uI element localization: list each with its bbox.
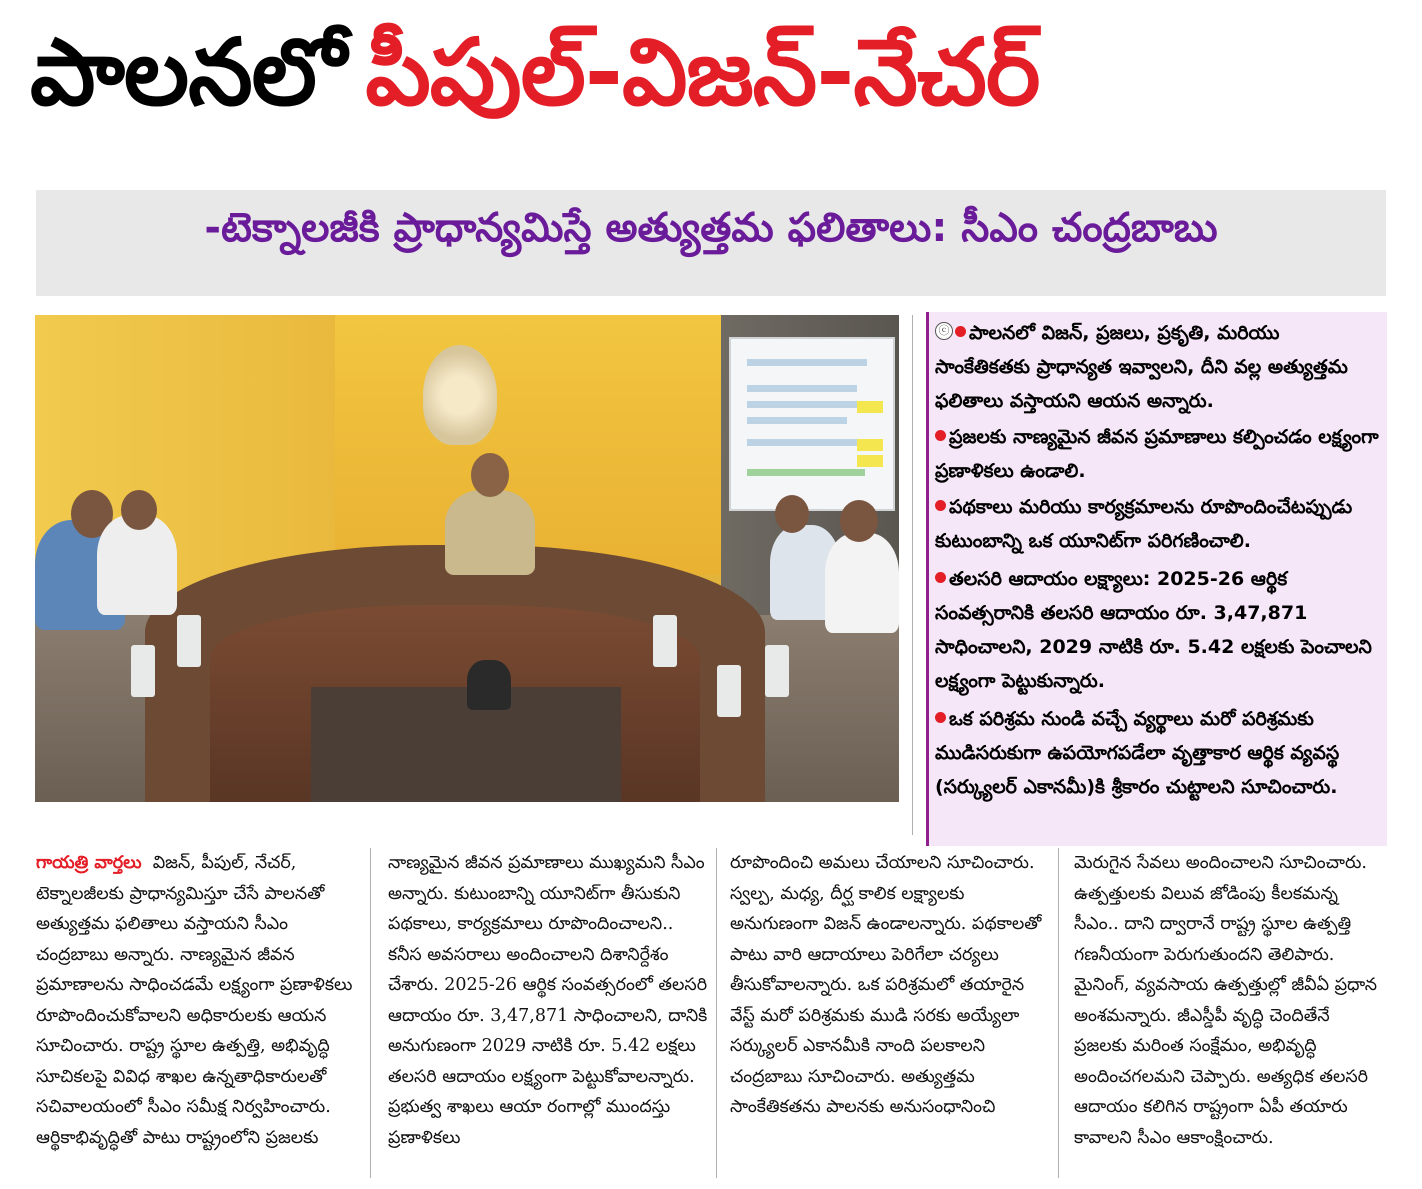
- column-divider: [370, 848, 371, 1178]
- key-point: పాలనలో విజన్, ప్రజలు, ప్రకృతి, మరియు సాంకేతికతకు ప్రాధాన్యత ఇవ్వాలని, దీని వల్ల అత్యుత్తమ ఫలితాలు వస్తాయని ఆయన అన్నారు.: [935, 322, 1348, 412]
- article-column-1: [36, 848, 356, 1178]
- person-right-2-head: [840, 500, 878, 542]
- person-left-2-head: [121, 490, 157, 530]
- person-right-2: [825, 533, 899, 633]
- key-points-box: [926, 312, 1387, 846]
- subheadline: -టెక్నాలజీకి ప్రాధాన్యమిస్తే అత్యుత్తమ ఫలితాలు: సీఎం చంద్రబాబు: [36, 190, 1386, 296]
- copyright-badge-icon: ⓒ: [935, 322, 953, 340]
- article-column-3: [730, 848, 1050, 1178]
- camera-icon: [467, 660, 511, 710]
- article-text: విజన్, పీపుల్, నేచర్, టెక్నాలజీలకు ప్రాధాన్యమిస్తూ చేసే పాలనతో అత్యుత్తమ ఫలితాలు వస్తాయని సీఎం చంద్రబాబు అన్నారు. నాణ్యమైన జీవన ప్రమాణాలను సాధించడమే లక్ష్యంగా ప్రణాళికలు రూపొందించుకోవాలని అధికారులకు ఆయన సూచించారు. రాష్ట్ర స్థూల ఉత్పత్తి, అభివృద్ధి సూచికలపై వివిధ శాఖల ఉన్నతాధికారులతో సచివాలయంలో సీఎం సమీక్ష నిర్వహించారు. ఆర్థికాభివృద్ధితో పాటు రాష్ట్రంలోని ప్రజలకు: [36, 853, 353, 1148]
- key-point: పథకాలు మరియు కార్యక్రమాలను రూపొందించేటప్పుడు కుటుంబాన్ని ఒక యూనిట్‌గా పరిగణించాలి.: [935, 496, 1353, 552]
- conference-room-photo: [35, 315, 899, 802]
- person-left-2: [97, 515, 177, 615]
- photo-foreground-box: [311, 687, 621, 802]
- bullet-dot-icon: [935, 430, 946, 441]
- column-divider: [912, 315, 913, 835]
- person-center: [445, 490, 535, 575]
- key-point: ప్రజలకు నాణ్యమైన జీవన ప్రమాణాలు కల్పించడం లక్ష్యంగా ప్రణాళికలు ఉండాలి.: [935, 426, 1379, 482]
- byline: గాయత్రి వార్తలు: [36, 853, 142, 873]
- presentation-screen: [729, 337, 895, 511]
- article-column-2: [388, 848, 708, 1178]
- headline-red-part: పీపుల్-విజన్-నేచర్: [365, 19, 1040, 126]
- key-point: తలసరి ఆదాయం లక్ష్యాలు: 2025-26 ఆర్థిక సంవత్సరానికి తలసరి ఆదాయం రూ. 3,47,871 సాధించాలని, 2029 నాటికి రూ. 5.42 లక్షలకు పెంచాలని లక్ష్యంగా పెట్టుకున్నారు.: [935, 568, 1372, 692]
- article-text: మెరుగైన సేవలు అందించాలని సూచించారు. ఉత్పత్తులకు విలువ జోడింపు కీలకమన్న సీఎం.. దాని ద్వారానే రాష్ట్ర స్థూల ఉత్పత్తి గణనీయంగా పెరుగుతుందని తెలిపారు. మైనింగ్, వ్యవసాయ ఉత్పత్తుల్లో జీవీఏ ప్రధాన అంశమన్నారు. జీఎస్డీపీ వృద్ధి చెందితేనే ప్రజలకు మరింత సంక్షేమం, అభివృద్ధి అందించగలమని చెప్పారు. అత్యధిక తలసరి ఆదాయం కలిగిన రాష్ట్రంగా ఏపీ తయారు కావాలని సీఎం ఆకాంక్షించారు.: [1074, 853, 1377, 1148]
- key-point: ఒక పరిశ్రమ నుండి వచ్చే వ్యర్థాలు మరో పరిశ్రమకు ముడిసరుకుగా ఉపయోగపడేలా వృత్తాకార ఆర్థిక వ్యవస్థ (సర్క్యులర్ ఎకానమీ)కి శ్రీకారం చుట్టాలని సూచించారు.: [935, 708, 1340, 798]
- person-right-1-head: [775, 495, 809, 533]
- headline-black-part: పాలనలో: [30, 19, 346, 126]
- state-emblem-icon: [423, 345, 497, 445]
- article-text: నాణ్యమైన జీవన ప్రమాణాలు ముఖ్యమని సీఎం అన్నారు. కుటుంబాన్ని యూనిట్‌గా తీసుకుని పథకాలు, కార్యక్రమాలు రూపొందించాలని.. కనీస అవసరాలు అందించాలని దిశానిర్దేశం చేశారు. 2025-26 ఆర్థిక సంవత్సరంలో తలసరి ఆదాయం రూ. 3,47,871 సాధించాలని, దానికి అనుగుణంగా 2029 నాటికి రూ. 5.42 లక్షలు తలసరి ఆదాయం లక్ష్యంగా పెట్టుకోవాలన్నారు. ప్రభుత్వ శాఖలు ఆయా రంగాల్లో ముందస్తు ప్రణాళికలు: [388, 853, 708, 1148]
- bullet-dot-icon: [935, 500, 946, 511]
- bullet-dot-icon: [955, 326, 966, 337]
- bullet-dot-icon: [935, 572, 946, 583]
- column-divider: [716, 848, 717, 1178]
- headline: [30, 8, 1400, 138]
- bullet-dot-icon: [935, 712, 946, 723]
- article-text: రూపొందించి అమలు చేయాలని సూచించారు. స్వల్ప, మధ్య, దీర్ఘ కాలిక లక్ష్యాలకు అనుగుణంగా విజన్ ఉండాలన్నారు. పథకాలతో పాటు వారి ఆదాయాలు పెరిగేలా చర్యలు తీసుకోవాలన్నారు. ఒక పరిశ్రమలో తయారైన వేస్ట్ మరో పరిశ్రమకు ముడి సరకు అయ్యేలా సర్క్యులర్ ఎకానమీకి నాంది పలకాలని చంద్రబాబు సూచించారు. అత్యుత్తమ సాంకేతికతను పాలనకు అనుసంధానించి: [730, 853, 1042, 1117]
- article-column-4: [1074, 848, 1384, 1178]
- column-divider: [1058, 848, 1059, 1178]
- person-center-head: [471, 453, 509, 497]
